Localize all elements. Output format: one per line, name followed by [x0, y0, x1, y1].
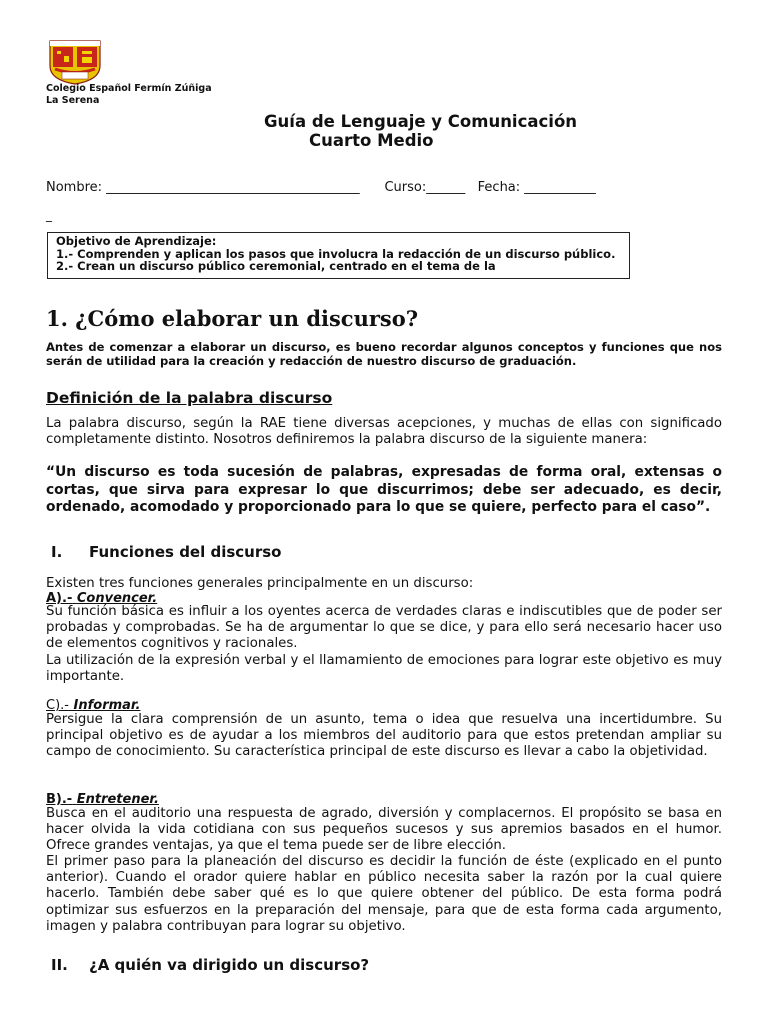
objective-heading: Objetivo de Aprendizaje:: [56, 234, 217, 248]
function-b-heading: [46, 792, 159, 807]
school-city: La Serena: [46, 94, 100, 106]
section-1-heading: 1. ¿Cómo elaborar un discurso?: [46, 306, 419, 331]
definition-heading: Definición de la palabra discurso: [46, 389, 333, 407]
section-2-title: ¿A quién va dirigido un discurso?: [89, 956, 370, 974]
function-b-text: Busca en el auditorio una respuesta de agrado, diversión y complacernos. El propósito se basa en hacer olvida la vida cotidiana con sus pequeños sucesos y sus apremios basados en el humor. Ofrece grandes ventajas, ya que el tema puede ser de libre elección.: [46, 806, 722, 854]
functions-title: Funciones del discurso: [89, 543, 282, 561]
title-line-2: Cuarto Medio: [309, 131, 434, 150]
function-a-prefix: A).-: [46, 591, 73, 606]
school-crest-logo: [46, 36, 104, 86]
school-info: [46, 83, 212, 106]
objective-item-2: 2.- Crean un discurso público ceremonial, centrado en el tema de la: [56, 259, 496, 273]
function-c-prefix: C).-: [46, 698, 69, 713]
separator-mark: _: [46, 208, 52, 222]
function-a-title: Convencer.: [76, 591, 158, 606]
function-a-text-1: Su función básica es influir a los oyentes acerca de verdades claras e indiscutibles que de poder ser probadas y comprobadas. Se ha de argumentar lo que se dice, y para ello será necesario hacer uso de elementos cognitivos y racionales.: [46, 604, 722, 652]
school-name: Colegio Español Fermín Zúñiga: [46, 83, 212, 94]
student-fields: [46, 180, 596, 196]
functions-number: I.: [51, 543, 63, 561]
functions-final-text: El primer paso para la planeación del discurso es decidir la función de éste (explicado en el punto anterior). Cuando el orador quiere hablar en público necesita saber la razón por la cual quiere hacerlo. También debe saber qué es lo que quiere obtener del público. De esta forma podrá optimizar sus esfuerzos en la preparación del mensaje, para que de esta forma cada argumento, imagen y palabra contribuyan para lograr su objetivo.: [46, 854, 722, 934]
functions-intro: Existen tres funciones generales principalmente en un discurso:: [46, 576, 474, 591]
functions-heading: [51, 543, 281, 561]
function-b-prefix: B).-: [46, 792, 73, 807]
definition-text: La palabra discurso, según la RAE tiene diversas acepciones, y muchas de ellas con significado completamente distinto. Nosotros definiremos la palabra discurso de la siguiente manera:: [46, 416, 722, 448]
title-line-1: Guía de Lenguaje y Comunicación: [264, 112, 578, 131]
objective-item-1: 1.- Comprenden y aplican los pasos que involucra la redacción de un discurso público.: [56, 246, 616, 261]
name-field[interactable]: Nombre: _______________________________________: [46, 180, 360, 195]
function-b-title: Entretener.: [76, 792, 159, 807]
objective-box: [47, 232, 630, 279]
page-title: [264, 112, 577, 150]
function-c-heading: [46, 698, 140, 713]
course-field[interactable]: Curso:______: [384, 180, 466, 195]
section-1-intro: Antes de comenzar a elaborar un discurso, es bueno recordar algunos conceptos y funciones que nos serán de utilidad para la creación y redacción de nuestro discurso de graduación.: [46, 340, 722, 368]
function-c-text: Persigue la clara comprensión de un asunto, tema o idea que resuelva una incertidumbre. Su principal objetivo es de ayudar a los miembros del auditorio para que estos pretendan ampliar su campo de conocimiento. Su característica principal de este discurso es llevar a cabo la objetividad.: [46, 712, 722, 760]
section-2-heading: [51, 956, 369, 974]
function-a-text-2: La utilización de la expresión verbal y el llamamiento de emociones para lograr este objetivo es muy importante.: [46, 653, 722, 685]
definition-quote: “Un discurso es toda sucesión de palabras, expresadas de forma oral, extensas o cortas, que sirva para expresar lo que discurrimos; debe ser adecuado, es decir, ordenado, acomodado y proporcionado para lo que se quiere, perfecto para el caso”.: [46, 464, 722, 515]
section-2-number: II.: [51, 956, 68, 974]
function-c-title: Informar.: [73, 698, 141, 713]
date-field[interactable]: Fecha: ___________: [477, 180, 596, 195]
